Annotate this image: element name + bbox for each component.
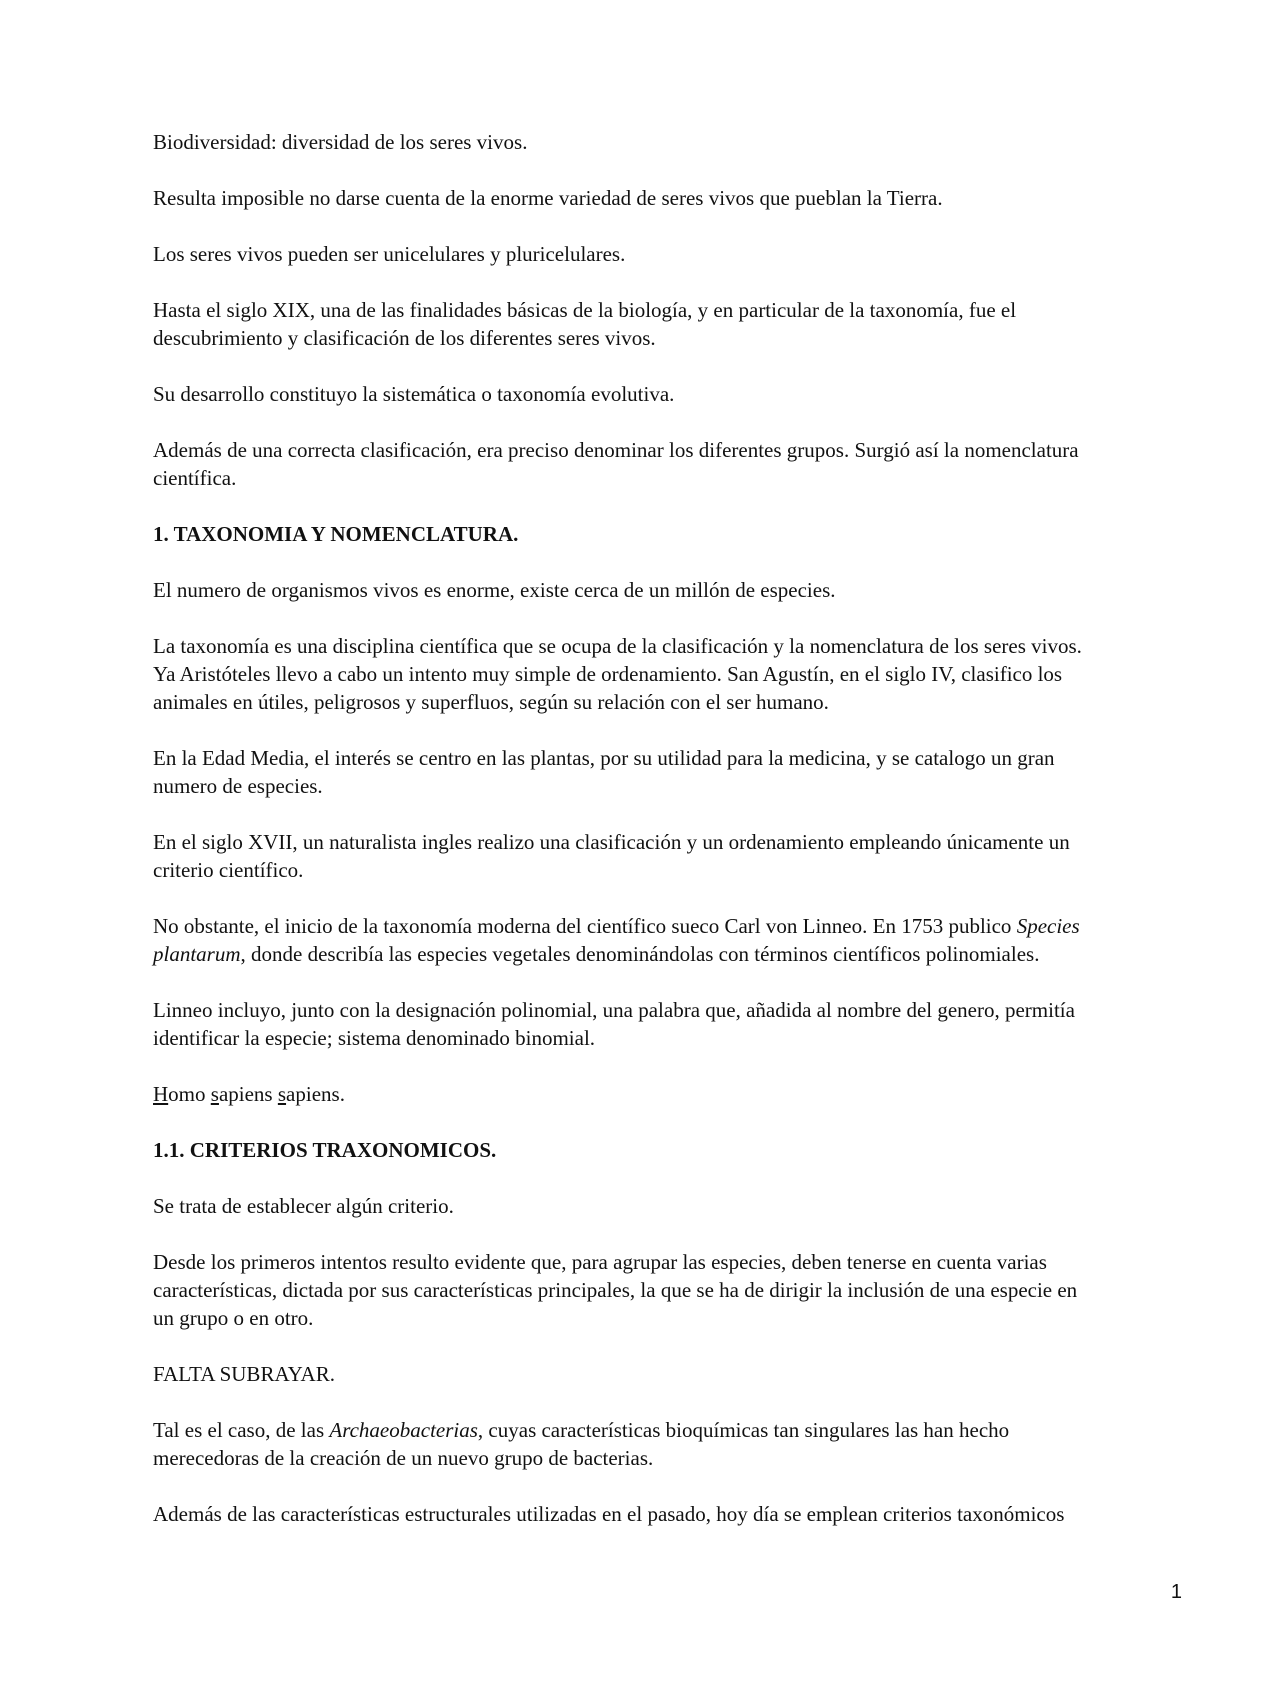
paragraph-binomial [153, 996, 1193, 1052]
underlined-letter: H [153, 1082, 169, 1106]
text-line [153, 1080, 1193, 1108]
paragraph-homo-sapiens [153, 1080, 1193, 1108]
page-number: 1 [1170, 1581, 1182, 1603]
text-line: Resulta imposible no darse cuenta de la enorme variedad de seres vivos que pueblan la Tierra. [153, 186, 943, 210]
text-line: descubrimiento y clasificación de los diferentes seres vivos. [153, 326, 656, 350]
text-line: criterio científico. [153, 858, 304, 882]
paragraph-first-attempts [153, 1248, 1193, 1332]
text-line: En la Edad Media, el interés se centro en las plantas, por su utilidad para la medicina, y se catalogo un gran [153, 746, 1055, 770]
paragraph-systematics [153, 380, 1193, 408]
paragraph-organisms [153, 576, 1193, 604]
italic-term: plantarum [153, 942, 241, 966]
text-line: animales en útiles, peligrosos y superfluos, según su relación con el ser humano. [153, 690, 829, 714]
text-run: omo [168, 1082, 211, 1106]
text-run: Tal es el caso, de las [153, 1418, 330, 1442]
section-heading-taxonomy: 1. TAXONOMIA Y NOMENCLATURA. [153, 522, 519, 546]
paragraph-title [153, 128, 1193, 156]
text-line: identificar la especie; sistema denominado binomial. [153, 1026, 596, 1050]
paragraph-criterion [153, 1192, 1193, 1220]
text-line: Se trata de establecer algún criterio. [153, 1194, 454, 1218]
text-line [153, 1416, 1193, 1444]
text-line: En el siglo XVII, un naturalista ingles realizo una clasificación y un ordenamiento empleando únicamente un [153, 830, 1070, 854]
paragraph-cells [153, 240, 1193, 268]
underlined-letter: s [277, 1082, 287, 1106]
text-line: un grupo o en otro. [153, 1306, 314, 1330]
text-line: Su desarrollo constituyo la sistemática o taxonomía evolutiva. [153, 382, 675, 406]
text-run: , donde describía las especies vegetales denominándolas con términos científicos polinomiales. [240, 942, 1040, 966]
text-run: apiens [218, 1082, 278, 1106]
text-line [153, 940, 1193, 968]
text-line: FALTA SUBRAYAR. [153, 1362, 335, 1386]
text-run: apiens. [286, 1082, 345, 1106]
text-line: características, dictada por sus características principales, la que se ha de dirigir la inclusión de una especie en [153, 1278, 1078, 1302]
paragraph-nomenclature [153, 436, 1193, 492]
text-line: Los seres vivos pueden ser unicelulares y pluricelulares. [153, 242, 626, 266]
text-line: El numero de organismos vivos es enorme, existe cerca de un millón de especies. [153, 578, 836, 602]
paragraph-variety [153, 184, 1193, 212]
paragraph-middle-ages [153, 744, 1193, 800]
text-line: numero de especies. [153, 774, 323, 798]
text-line [153, 912, 1193, 940]
text-line: Desde los primeros intentos resulto evidente que, para agrupar las especies, deben tenerse en cuenta varias [153, 1250, 1047, 1274]
text-line: Hasta el siglo XIX, una de las finalidades básicas de la biología, y en particular de la taxonomía, fue el [153, 298, 1017, 322]
text-line: científica. [153, 466, 237, 490]
section-heading-criteria: 1.1. CRITERIOS TRAXONOMICOS. [153, 1138, 497, 1162]
underlined-letter: s [210, 1082, 219, 1106]
paragraph-history [153, 296, 1193, 352]
text-run: , cuyas características bioquímicas tan singulares las han hecho [477, 1418, 1010, 1442]
paragraph-note [153, 1360, 1193, 1388]
text-line: merecedoras de la creación de un nuevo grupo de bacterias. [153, 1446, 654, 1470]
text-line: Además de las características estructurales utilizadas en el pasado, hoy día se emplean criterios taxonómicos [153, 1502, 1065, 1526]
paragraph-structural-criteria [153, 1500, 1193, 1528]
document-page [153, 128, 1193, 1556]
text-line: Biodiversidad: diversidad de los seres vivos. [153, 130, 528, 154]
paragraph-17th-century [153, 828, 1193, 884]
italic-term: Archaeobacterias [329, 1418, 478, 1442]
text-line: La taxonomía es una disciplina científica que se ocupa de la clasificación y la nomenclatura de los seres vivos. [153, 634, 1082, 658]
text-line: Linneo incluyo, junto con la designación polinomial, una palabra que, añadida al nombre del genero, permitía [153, 998, 1075, 1022]
paragraph-linnaeus [153, 912, 1193, 968]
paragraph-archaeobacteria [153, 1416, 1193, 1472]
text-run: No obstante, el inicio de la taxonomía moderna del científico sueco Carl von Linneo. En 1753 publico [153, 914, 1017, 938]
paragraph-taxonomy-definition [153, 632, 1193, 716]
italic-term: Species [1016, 914, 1080, 938]
text-line: Ya Aristóteles llevo a cabo un intento muy simple de ordenamiento. San Agustín, en el siglo IV, clasifico los [153, 662, 1063, 686]
text-line: Además de una correcta clasificación, era preciso denominar los diferentes grupos. Surgió así la nomenclatura [153, 438, 1079, 462]
